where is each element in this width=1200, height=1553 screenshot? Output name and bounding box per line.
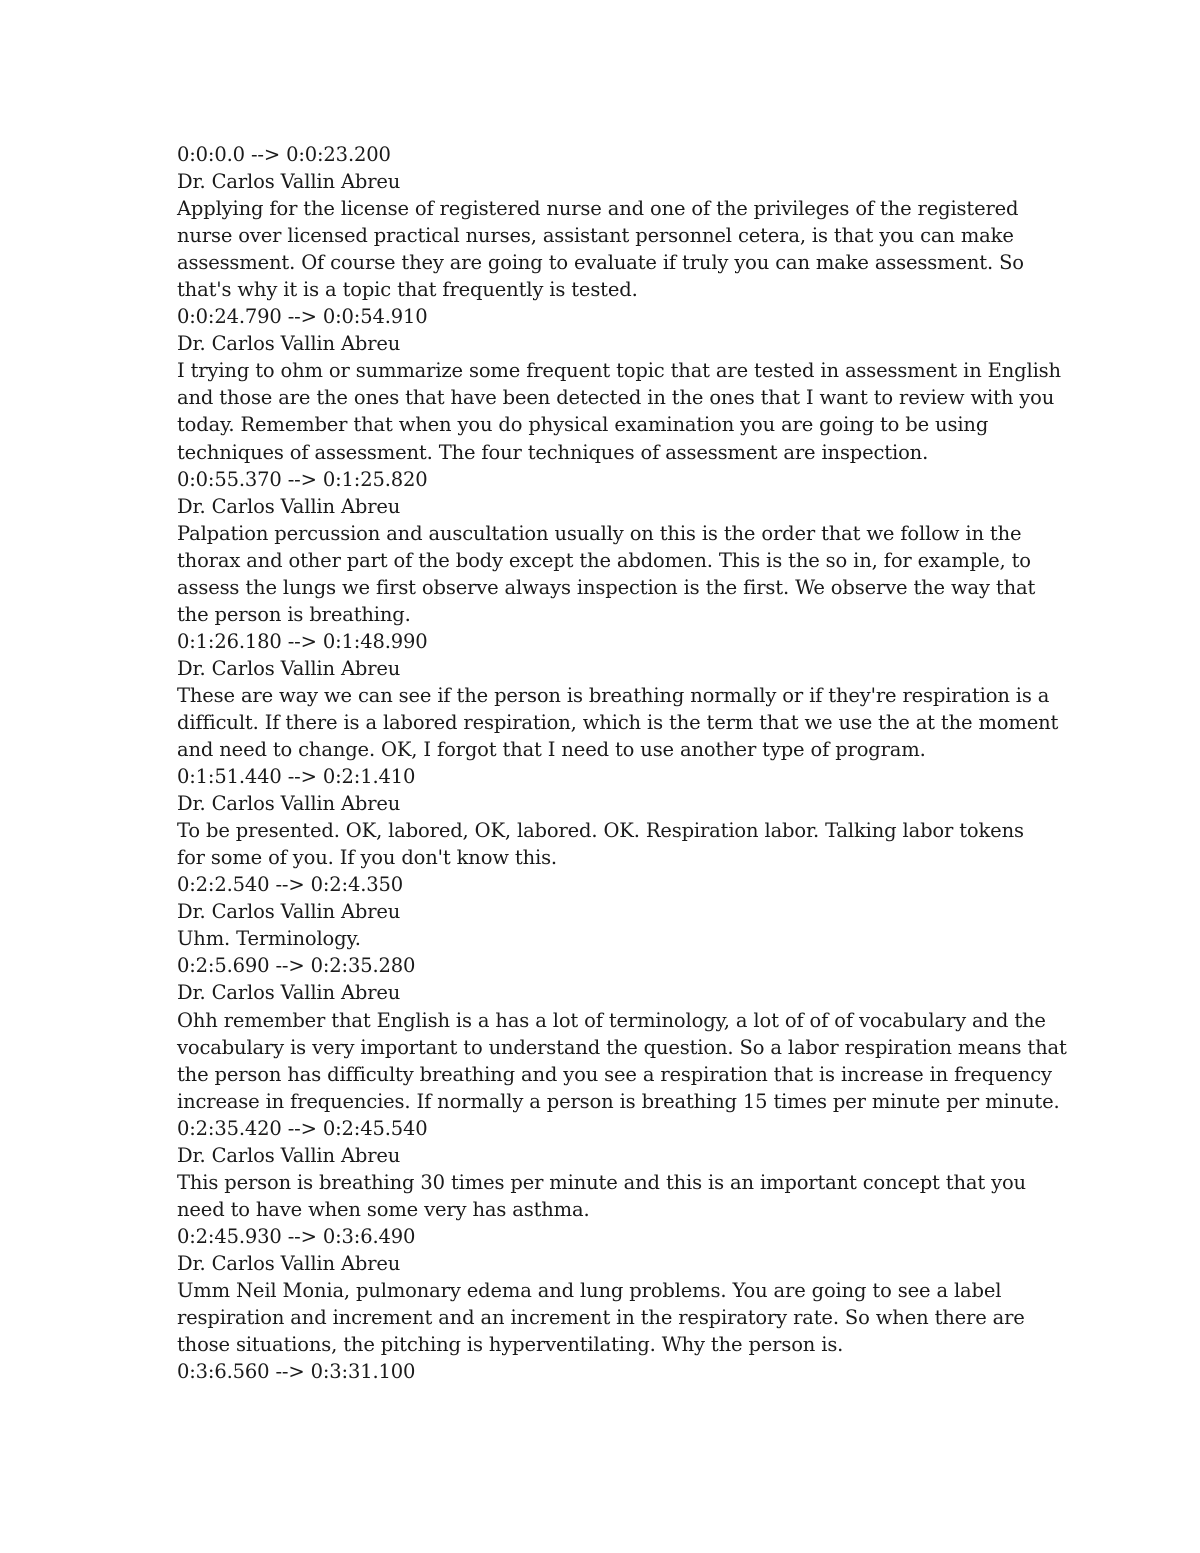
entry-text-line: techniques of assessment. The four techniques of assessment are inspection. xyxy=(177,440,929,464)
entry-text-line: and need to change. OK, I forgot that I need to use another type of program. xyxy=(177,738,926,762)
entry-timestamp: 0:0:0.0 --> 0:0:23.200 xyxy=(177,143,391,166)
entry-timestamp: 0:1:51.440 --> 0:2:1.410 xyxy=(177,765,416,789)
entry-timestamp: 0:3:6.560 --> 0:3:31.100 xyxy=(177,1360,416,1384)
entry-text-line: I trying to ohm or summarize some frequent topic that are tested in assessment in English xyxy=(177,359,1061,383)
transcript-entry xyxy=(177,952,1067,1114)
entry-text-line: and those are the ones that have been detected in the ones that I want to review with you xyxy=(177,386,1055,410)
entry-timestamp: 0:0:24.790 --> 0:0:54.910 xyxy=(177,305,428,329)
entry-text-line: for some of you. If you don't know this. xyxy=(177,846,557,870)
entry-text-line: those situations, the pitching is hyperventilating. Why the person is. xyxy=(177,1333,844,1357)
entry-text-line: that's why it is a topic that frequently is tested. xyxy=(177,278,638,302)
entry-text-line: need to have when some very has asthma. xyxy=(177,1197,590,1221)
entry-timestamp: 0:2:35.420 --> 0:2:45.540 xyxy=(177,1116,428,1140)
entry-text-line: assessment. Of course they are going to evaluate if truly you can make assessment. So xyxy=(177,251,1024,275)
entry-speaker: Dr. Carlos Vallin Abreu xyxy=(177,332,401,356)
entry-speaker: Dr. Carlos Vallin Abreu xyxy=(177,792,401,816)
entry-text-line: Umm Neil Monia, pulmonary edema and lung problems. You are going to see a label xyxy=(177,1278,1002,1302)
entry-speaker: Dr. Carlos Vallin Abreu xyxy=(177,1251,401,1275)
entry-speaker: Dr. Carlos Vallin Abreu xyxy=(177,656,401,680)
entry-timestamp: 0:0:55.370 --> 0:1:25.820 xyxy=(177,467,428,491)
entry-text-line: Palpation percussion and auscultation usually on this is the order that we follow in the xyxy=(177,521,1022,545)
entry-timestamp: 0:2:2.540 --> 0:2:4.350 xyxy=(177,873,404,897)
transcript-entry xyxy=(177,141,1037,303)
transcript-entry xyxy=(177,1115,1037,1223)
entry-speaker: Dr. Carlos Vallin Abreu xyxy=(177,494,401,518)
transcript-entry xyxy=(177,466,1037,628)
entry-text-line: respiration and increment and an increment in the respiratory rate. So when there are xyxy=(177,1306,1025,1330)
entry-text-line: nurse over licensed practical nurses, assistant personnel cetera, is that you can make xyxy=(177,224,1014,248)
entry-text-line: To be presented. OK, labored, OK, labored. OK. Respiration labor. Talking labor tokens xyxy=(177,819,1024,843)
entry-text-line: Uhm. Terminology. xyxy=(177,927,361,951)
transcript-entry xyxy=(177,1358,1037,1385)
entry-text-line: Ohh remember that English is a has a lot of terminology, a lot of of of vocabulary and the xyxy=(177,1008,1046,1032)
entry-text-line: today. Remember that when you do physical examination you are going to be using xyxy=(177,413,989,437)
transcript-page xyxy=(177,141,1067,1385)
entry-text-line: Applying for the license of registered nurse and one of the privileges of the registered xyxy=(177,197,1019,221)
transcript-entry xyxy=(177,871,1037,952)
entry-text-line: difficult. If there is a labored respiration, which is the term that we use the at the moment xyxy=(177,710,1059,734)
entry-timestamp: 0:2:5.690 --> 0:2:35.280 xyxy=(177,954,416,978)
entry-text-line: thorax and other part of the body except the abdomen. This is the so in, for example, to xyxy=(177,548,1031,572)
entry-text-line: assess the lungs we first observe always inspection is the first. We observe the way that xyxy=(177,575,1036,599)
entry-text-line: These are way we can see if the person is breathing normally or if they're respiration is a xyxy=(177,683,1050,707)
entry-timestamp: 0:1:26.180 --> 0:1:48.990 xyxy=(177,629,428,653)
transcript-entry xyxy=(177,1223,1037,1358)
entry-text-line: the person has difficulty breathing and you see a respiration that is increase in frequency xyxy=(177,1062,1052,1086)
entry-text-line: increase in frequencies. If normally a person is breathing 15 times per minute per minute. xyxy=(177,1089,1060,1113)
entry-timestamp: 0:2:45.930 --> 0:3:6.490 xyxy=(177,1224,416,1248)
transcript-entry xyxy=(177,303,1061,465)
entry-text-line: the person is breathing. xyxy=(177,602,411,626)
entry-text-line: This person is breathing 30 times per minute and this is an important concept that you xyxy=(177,1170,1026,1194)
entry-speaker: Dr. Carlos Vallin Abreu xyxy=(177,900,401,924)
transcript-entry xyxy=(177,628,1059,763)
transcript-entry xyxy=(177,763,1037,871)
entry-speaker: Dr. Carlos Vallin Abreu xyxy=(177,981,401,1005)
entry-speaker: Dr. Carlos Vallin Abreu xyxy=(177,170,401,194)
entry-speaker: Dr. Carlos Vallin Abreu xyxy=(177,1143,401,1167)
entry-text-line: vocabulary is very important to understand the question. So a labor respiration means that xyxy=(177,1035,1067,1059)
